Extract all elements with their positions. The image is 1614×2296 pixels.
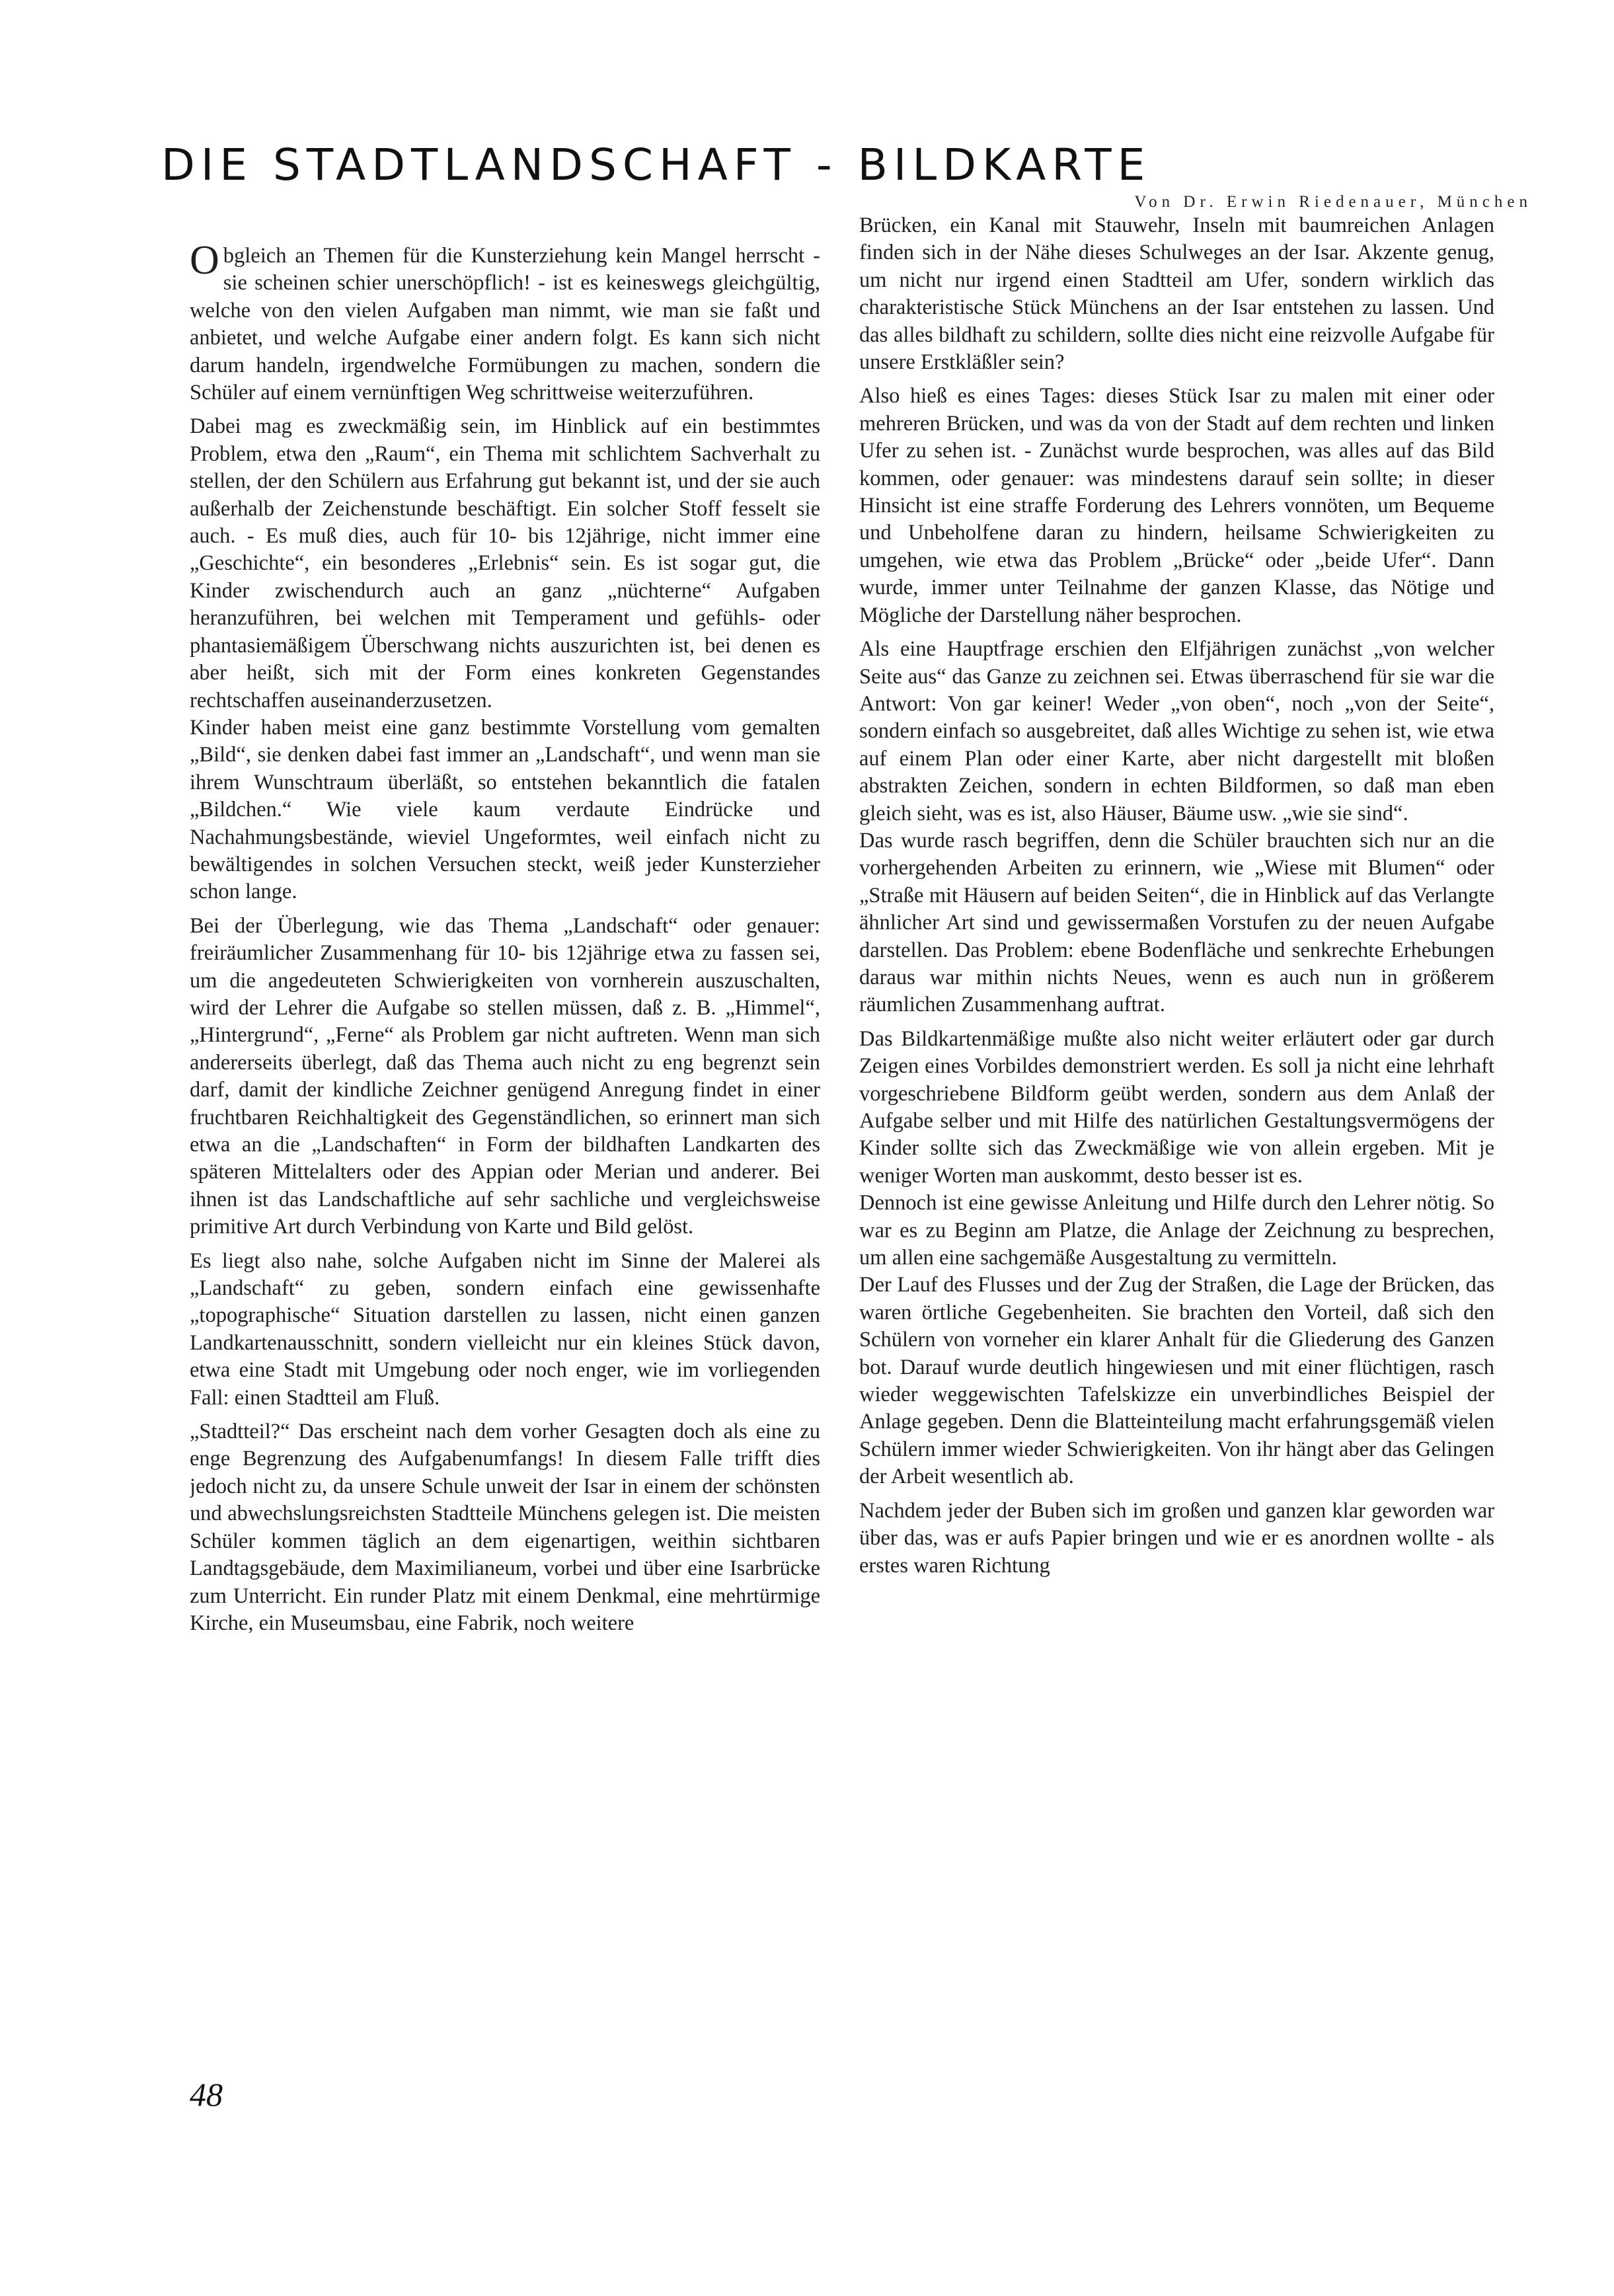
paragraph: Das wurde rasch begriffen, denn die Schüler brauchten sich nur an die vorhergehenden Arbeiten zu erinnern, wie „Wiese mit Blumen“ oder „Straße mit Häusern auf beiden Seiten“, die in Hinblick auf das Verlangte ähnlicher Art sind und gewissermaßen Vorstufen zu der neuen Aufgabe darstellen. Das Problem: ebene Bodenfläche und senkrechte Erhebungen daraus war mithin nichts Neues, wenn es auch nun in größerem räumlichen Zusammenhang auftrat. (859, 828, 1494, 1017)
paragraph: Dabei mag es zweckmäßig sein, im Hinblick auf ein bestimmtes Problem, etwa den „Raum“, ein Thema mit schlichtem Sachverhalt zu stellen, der den Schülern aus Erfahrung gut bekannt ist, und der sie auch außerhalb der Zeichenstunde beschäftigt. Ein solcher Stoff fesselt sie auch. - Es muß dies, auch für 10- bis 12jährige, nicht immer eine „Geschichte“, ein besonderes „Erlebnis“ sein. Es ist sogar gut, die Kinder zwischendurch auch an ganz „nüchterne“ Aufgaben heranzuführen, bei welchen mit Temperament und gefühls- oder phantasiemäßigem Überschwang nichts auszurichten ist, bei denen es aber heißt, sich mit der Form eines konkreten Gegenstandes rechtschaffen auseinanderzusetzen. (190, 414, 820, 712)
left-column (190, 243, 820, 2067)
paragraph: Bei der Überlegung, wie das Thema „Landschaft“ oder genauer: freiräumlicher Zusammenhang für 10- bis 12jährige etwa zu fassen sei, um die angedeuteten Schwierigkeiten von vornherein auszuschalten, wird der Lehrer die Aufgabe so stellen müssen, daß z. B. „Himmel“, „Hintergrund“, „Ferne“ als Problem gar nicht auftreten. Wenn man sich andererseits überlegt, daß das Thema auch nicht zu eng begrenzt sein darf, damit der kindliche Zeichner genügend Anregung findet in einer fruchtbaren Reichhaltigkeit des Gegenständlichen, so erinnert man sich etwa an die „Landschaften“ in Form der bildhaften Landkarten des späteren Mittelalters oder des Appian oder Merian und anderer. Bei ihnen ist das Landschaftliche auf sehr sachliche und vergleichsweise primitive Art durch Verbindung von Karte und Bild gelöst. (190, 913, 820, 1239)
article-byline: Von Dr. Erwin Riedenauer, München (1134, 193, 1532, 211)
paragraph: Es liegt also nahe, solche Aufgaben nicht im Sinne der Malerei als „Landschaft“ zu geben, sondern einfach eine gewissenhafte „topographische“ Situation darstellen zu lassen, nicht einen ganzen Landkartenausschnitt, sondern vielleicht nur ein kleines Stück davon, etwa eine Stadt mit Umgebung oder noch enger, wie im vorliegenden Fall: einen Stadtteil am Fluß. (190, 1248, 820, 1410)
paragraph: Das Bildkartenmäßige mußte also nicht weiter erläutert oder gar durch Zeigen eines Vorbildes demonstriert werden. Es soll ja nicht eine lehrhaft vorgeschriebene Bildform geübt werden, sondern aus dem Anlaß der Aufgabe selber und mit Hilfe des natürlichen Gestaltungsvermögens der Kinder sollte sich das Zweckmäßige wie von allein ergeben. Mit je weniger Worten man auskommt, desto besser ist es. (859, 1026, 1494, 1188)
paragraph-text: bgleich an Themen für die Kunsterziehung kein Mangel herrscht - sie scheinen schier unerschöpflich! - ist es keineswegs gleichgültig, welche von den vielen Aufgaben man nimmt, wie man sie faßt und anbietet, und welche Aufgabe einer andern folgt. Es kann sich nicht darum handeln, irgendwelche Formübungen zu machen, sondern die Schüler auf einem vernünftigen Weg schrittweise weiterzuführen. (190, 244, 820, 405)
paragraph: Als eine Hauptfrage erschien den Elfjährigen zunächst „von welcher Seite aus“ das Ganze zu zeichnen sei. Etwas überraschend für sie war die Antwort: Von gar keiner! Weder „von oben“, noch „von der Seite“, sondern einfach so ausgebreitet, daß alles Wichtige zu sehen ist, wie etwa auf einem Plan oder einer Karte, aber nicht dargestellt mit bloßen abstrakten Zeichen, sondern in echten Bildformen, so daß man eben gleich sieht, was es ist, also Häuser, Bäume usw. „wie sie sind“. (859, 637, 1494, 825)
right-column (859, 212, 1494, 2036)
paragraph: Der Lauf des Flusses und der Zug der Straßen, die Lage der Brücken, das waren örtliche Gegebenheiten. Sie brachten den Vorteil, daß sich den Schülern von vorneher ein klarer Anhalt für die Gliederung des Ganzen bot. Darauf wurde deutlich hingewiesen und mit einer flüchtigen, rasch wieder weggewischten Tafelskizze ein unverbindliches Beispiel der Anlage gegeben. Denn die Blatteinteilung macht erfahrungsgemäß vielen Schülern immer wieder Schwierigkeiten. Von ihr hängt aber das Gelingen der Arbeit wesentlich ab. (859, 1273, 1494, 1489)
page-number: 48 (190, 2076, 223, 2113)
paragraph: Nachdem jeder der Buben sich im großen und ganzen klar geworden war über das, was er aufs Papier bringen und wie er es anordnen wollte - als erstes waren Richtung (859, 1498, 1494, 1578)
paragraph: Also hieß es eines Tages: dieses Stück Isar zu malen mit einer oder mehreren Brücken, und was da von der Stadt auf dem rechten und linken Ufer zu sehen ist. - Zunächst wurde besprochen, was alles auf das Bild kommen, oder genauer: was mindestens darauf sein sollte; in dieser Hinsicht ist eine straffe Forderung des Lehrers vonnöten, um Bequeme und Unbeholfene daran zu hindern, heilsame Schwierigkeiten zu umgehen, wie etwa das Problem „Brücke“ oder „beide Ufer“. Dann wurde, immer unter Teilnahme der ganzen Klasse, das Nötige und Mögliche der Darstellung näher besprochen. (859, 384, 1494, 627)
article-title: DIE STADTLANDSCHAFT - BILDKARTE (161, 139, 1151, 190)
drop-cap: O (190, 243, 219, 283)
paragraph: Brücken, ein Kanal mit Stauwehr, Inseln mit baumreichen Anlagen finden sich in der Nähe dieses Schulweges an der Isar. Akzente genug, um nicht nur irgend einen Stadtteil am Ufer, sondern wirklich das charakteristische Stück Münchens an der Isar entstehen zu lassen. Und das alles bildhaft zu schildern, sollte dies nicht eine reizvolle Aufgabe für unsere Erstkläßler sein? (859, 213, 1494, 375)
paragraph: „Stadtteil?“ Das erscheint nach dem vorher Gesagten doch als eine zu enge Begrenzung des Aufgabenumfangs! In diesem Falle trifft dies jedoch nicht zu, da unsere Schule unweit der Isar in einem der schönsten und abwechslungsreichsten Stadtteile Münchens gelegen ist. Die meisten Schüler kommen täglich an dem eigenartigen, weithin sichtbaren Landtagsgebäude, dem Maximilianeum, vorbei und über eine Isarbrücke zum Unterricht. Ein runder Platz mit einem Denkmal, eine mehrtürmige Kirche, ein Museumsbau, eine Fabrik, noch weitere (190, 1420, 820, 1635)
paragraph: Kinder haben meist eine ganz bestimmte Vorstellung vom gemalten „Bild“, sie denken dabei fast immer an „Landschaft“, und wenn man sie ihrem Wunschtraum überläßt, so entstehen bekanntlich die fatalen „Bildchen.“ Wie viele kaum verdaute Eindrücke und Nachahmungsbestände, wieviel Ungeformtes, weil einfach nicht zu bewältigendes in solchen Versuchen steckt, weiß jeder Kunsterzieher schon lange. (190, 715, 820, 904)
paragraph: Dennoch ist eine gewisse Anleitung und Hilfe durch den Lehrer nötig. So war es zu Beginn am Platze, die Anlage der Zeichnung zu besprechen, um allen eine sachgemäße Ausgestaltung zu vermitteln. (859, 1191, 1494, 1270)
paragraph (190, 243, 820, 406)
